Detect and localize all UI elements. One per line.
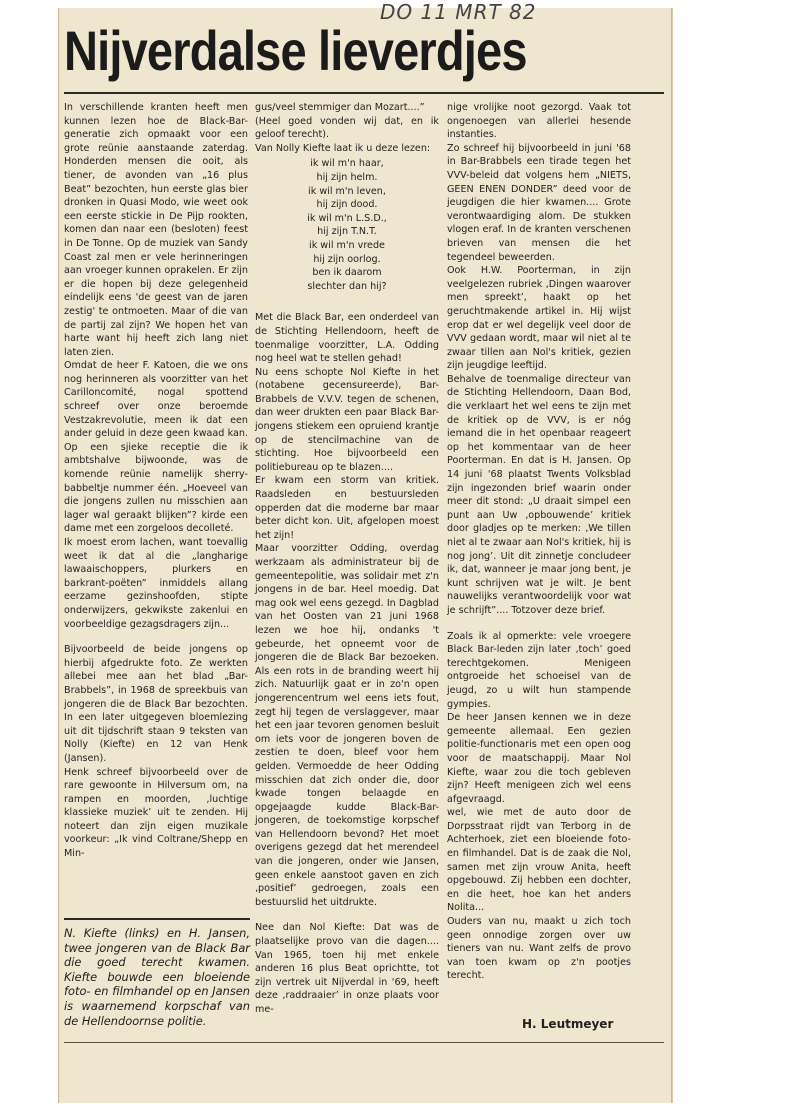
caption-rule (64, 918, 250, 920)
poem-line: hij zijn T.N.T. (317, 226, 377, 238)
poem-line: hij zijn oorlog. (313, 253, 381, 265)
poem (255, 157, 439, 293)
column-3 (447, 101, 631, 983)
poem-line: ben ik daarom (312, 267, 382, 279)
poem-line: hij zijn dood. (316, 199, 378, 211)
paragraph: Omdat de heer F. Katoen, die we ons nog herinneren als voorzitter van het Carilloncomité, nogal spottend schreef over onze beroemde Vestzakrevolutie, meen ik dat een ander geluid in deze geen kwaad kan. Op een sjieke receptie die ik ambtshalve bijwoonde, was de komende reünie namelijk sherry-babbeltje nummer één. „Hoeveel van die jongens zullen nu misschien aan lager wal geraakt blijken”? kirde een dame met een zorgeloos decolleté. (64, 360, 248, 535)
paragraph: wel, wie met de auto door de Dorpsstraat rijdt van Terborg in de Achterhoek, ziet een bloeiende foto- en filmhandel. Dat is de zaak die Nol, samen met zijn vrouw Anita, heeft opgebouwd. Zij hebben een dochter, en die heet, hoe kan het anders Nolita... (447, 807, 631, 914)
paragraph: Zoals ik al opmerkte: vele vroegere Black Bar-leden zijn later ‚toch’ goed terechtgekomen. Menigeen ontgroeide het schoeisel van de jeugd, zo u wilt hun stampende gympies. (447, 630, 631, 710)
poem-line: hij zijn helm. (316, 171, 378, 183)
paragraph: Henk schreef bijvoorbeeld over de rare gewoonte in Hilversum om, na rampen en moorden, ‚luchtige klassieke muziek’ uit te zenden. Hij noteert dan zijn eigen muzikale voorkeur: „Ik vind Coltrane/Shepp en Min- (64, 766, 248, 860)
paragraph: Met die Black Bar, een onderdeel van de Stichting Hellendoorn, heeft de toenmalige voorzitter, L.A. Odding nog heel wat te stellen gehad! (255, 312, 439, 365)
paragraph: nige vrolijke noot gezorgd. Vaak tot ongenoegen van allerlei hesende instanties. (447, 102, 631, 141)
paragraph: gus/veel stemmiger dan Mozart....” (255, 102, 425, 113)
bottom-rule (64, 1042, 664, 1043)
paragraph: Bijvoorbeeld de beide jongens op hierbij afgedrukte foto. Ze werkten allebei mee aan het blad „Bar-Brabbels”, in 1968 de spreekbuis van jongeren die de Black Bar bezochten. In een later uitgegeven bloemlezing uit dit tijdschrift staan 9 teksten van Nolly (Kiefte) en 12 van Henk (Jansen). (64, 644, 248, 764)
paragraph: Behalve de toenmalige directeur van de Stichting Hellendoorn, Daan Bod, die verklaart het wel eens te zijn met de kritiek op de VVV, is er nóg iemand die in het openbaar reageert op het kommentaar van de heer Poorterman. En dat is H. Jansen. Op 14 juni '68 plaatst Twents Volksblad zijn ingezonden brief waarin onder meer dit stond: „U draait simpel een punt aan Uw ‚opbouwende’ kritiek door gladjes op te merken: ‚We tillen niet al te zwaar aan Nol's kritiek, hij is nog jong’. Uit dit zinnetje concludeer ik, dat, wanneer je maar jong bent, je kunt schrijven wat je wilt. Je bent nauwelijks verantwoordelijk voor wat je schrijft”.... Totzover deze brief. (447, 373, 631, 616)
paragraph: (Heel goed vonden wij dat, en ik geloof terecht). (255, 115, 439, 141)
paragraph: Ouders van nu, maakt u zich toch geen onnodige zorgen over uw tieners van nu. Want zelfs de provo van toen kwam op z'n pootjes terecht. (447, 916, 631, 982)
paragraph: Zo schreef hij bijvoorbeeld in juni '68 in Bar-Brabbels een tirade tegen het VVV-beleid dat volgens hem „NIETS, GEEN ENEN DONDER” deed voor de jeugdigen die hier kwamen.... Grote verontwaardiging alom. De stukken vlogen eraf. In de kranten verschenen brieven van mensen die het tegendeel beweerden. (447, 142, 631, 263)
photo-caption: N. Kiefte (links) en H. Jansen, twee jongeren van de Black Bar die goed terecht kwamen. Kiefte bouwde een bloeiende foto- en filmhandel op en Jansen is waarnemend korpschaf van de Hellendoornse politie. (64, 926, 250, 1028)
paragraph: Maar voorzitter Odding, overdag werkzaam als administrateur bij de gemeentepolitie, was solidair met z'n jongens in de bar. Heel moedig. Dat mag ook wel eens gezegd. In Dagblad van het Oosten van 21 juni 1968 lezen we hoe hij, ondanks 't gebeurde, het opneemt voor de jongeren die de Black Bar bezoeken. Als een rots in de branding weert hij zich. Natuurlijk gaat er in zo'n open jongerencentrum wel eens iets fout, zegt hij tegen de verslaggever, maar het een jaar tevoren genomen besluit om iets voor de jongeren boven de zestien te doen, bleef voor hem gelden. Vermoedde de heer Odding misschien dat zich onder die, door kwade tongen belaagde en opgejaagde kudde Black-Bar-jongeren, de toekomstige korpschef van Hellendoorn bevond? Het moet overigens gezegd dat het merendeel van die jongeren, onder wie Jansen, geen enkele aanstoot gaven en zich ‚positief’ gedroegen, zoals een bestuurslid het uitdrukte. (255, 543, 439, 908)
paragraph: Nu eens schopte Nol Kiefte in het (notabene gecensureerde), Bar-Brabbels de V.V.V. tegen de schenen, dan weer drukten een paar Black Bar-jongens stiekem een opruiend krantje op de stencilmachine van de stichting. Hoe bijvoorbeeld een politiebureau op te blazen.... (255, 366, 439, 473)
headline: Nijverdalse lieverdjes (64, 19, 527, 82)
paragraph: Ook H.W. Poorterman, in zijn veelgelezen rubriek ‚Dingen waarover men spreekt’, haakt op het geruchtmakende artikel in. Hij wijst erop dat er wel degelijk veel door de VVV gedaan wordt, maar wil niet al te zwaar tillen aan Nol's kritiek, gezien zijn jeugdige leeftijd. (447, 265, 631, 372)
column-2 (255, 101, 439, 1017)
poem-line: ik wil m'n leven, (308, 185, 386, 197)
paragraph: Van Nolly Kiefte laat ik u deze lezen: (255, 142, 431, 154)
column-1 (64, 101, 248, 861)
paragraph: De heer Jansen kennen we in deze gemeente allemaal. Een gezien politie-functionaris met een open oog voor de maatschappij. Maar Nol Kiefte, waar zou die toch gebleven zijn? Heeft menigeen zich wel eens afgevraagd. (447, 712, 631, 805)
paragraph: Ik moest erom lachen, want toevallig weet ik dat al die „langharige lawaaischoppers, plurkers en barkrant-poëten” inmiddels allang eerzame gezinshoofden, stipte onderwijzers, gekwikste zakenlui en voorbeeldige gezagsdragers zijn... (64, 537, 248, 630)
poem-line: ik wil m'n vrede (309, 239, 385, 251)
poem-line: ik wil m'n L.S.D., (307, 212, 387, 224)
handwritten-date: DO 11 MRT 82 (380, 0, 537, 24)
headline-rule (64, 92, 664, 94)
paragraph: Er kwam een storm van kritiek. Raadsleden en bestuursleden opperden dat die moderne bar maar beter dicht kon. Uit, afgelopen moest het zijn! (255, 475, 439, 541)
poem-line: ik wil m'n haar, (310, 158, 384, 170)
paragraph: In verschillende kranten heeft men kunnen lezen hoe de Black-Bar-generatie zich opmaakt voor een grote reünie aanstaande zaterdag. Honderden mensen die ooit, als tiener, de avonden van „16 plus Beat” bezochten, hun eerste glas bier dronken in Quasi Modo, wie weet ook een eerste stickie in De Pijp rookten, komen dan naar een (besloten) feest in De Tonne. Op de muziek van Sandy Coast zal men er vele herinneringen aan vroeger kunnen oprakelen. Er zijn er die hopen bij deze gelegenheid eindelijk eens 'de geest van de jaren zestig' te ontmoeten. Maar of die van de partij zal zijn? We hopen het van harte want hij heeft zich lang niet laten zien. (64, 102, 248, 358)
author-signature: H. Leutmeyer (522, 1017, 614, 1031)
paragraph: Nee dan Nol Kiefte: Dat was de plaatselijke provo van die dagen.... Van 1965, toen hij met enkele anderen 16 plus Beat oprichtte, tot zijn vertrek uit Nijverdal in '69, heeft deze ‚raddraaier’ in onze plaats voor me- (255, 922, 439, 1015)
poem-line: slechter dan hij? (307, 280, 387, 292)
